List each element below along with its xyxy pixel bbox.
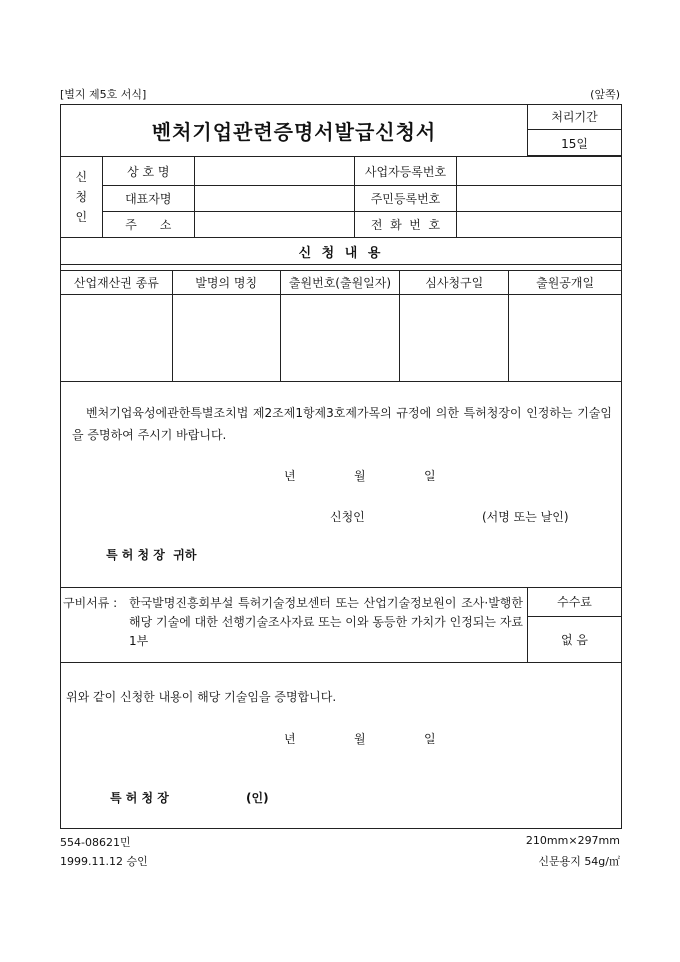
column-header: 산업재산권 종류	[61, 271, 173, 295]
business-reg-no-field[interactable]	[457, 157, 622, 186]
invention-name-field[interactable]	[172, 295, 280, 382]
attachments-label: 구비서류 :	[63, 596, 118, 610]
phone-field[interactable]	[457, 212, 622, 238]
address-field[interactable]	[194, 212, 354, 238]
approval-date: 1999.11.12 승인	[60, 855, 148, 868]
addressee: 특 허 청 장 귀하	[106, 548, 197, 562]
representative-field[interactable]	[194, 186, 354, 212]
statement-text: 벤처기업육성에관한특별조치법 제2조제1항제3호제가목의 규정에 의한 특허청장이 인정하는 기술임을 증명하여 주시기 바랍니다.	[72, 406, 612, 442]
date-day-label: 일	[424, 469, 436, 483]
resident-reg-no-label: 주민등록번호	[354, 186, 457, 212]
form-label: [별지 제5호 서식]	[60, 88, 147, 101]
column-header: 출원번호(출원일자)	[280, 271, 400, 295]
date-year-label: 년	[284, 469, 296, 483]
fee-value: 없 음	[561, 633, 588, 647]
paper-size: 210mm×297mm	[525, 834, 620, 847]
applicant-sign-label: 신청인	[330, 510, 365, 524]
content-table	[60, 270, 622, 382]
sign-note: (서명 또는 날인)	[482, 510, 569, 524]
applicant-table	[60, 156, 622, 265]
business-reg-no-label: 사업자등록번호	[354, 157, 457, 186]
publication-date-field[interactable]	[509, 295, 622, 382]
resident-reg-no-field[interactable]	[457, 186, 622, 212]
representative-label: 대표자명	[102, 186, 194, 212]
date-day-label: 일	[424, 732, 436, 746]
date-month-label: 월	[354, 469, 366, 483]
address-label: 주 소	[102, 212, 194, 238]
seal-label: (인)	[246, 791, 269, 805]
paper-type: 신문용지 54g/㎡	[538, 855, 620, 868]
issuer-label: 특 허 청 장	[110, 791, 169, 805]
processing-label: 처리기간	[527, 104, 622, 130]
content-header: 신 청 내 용	[61, 238, 622, 265]
date-year-label: 년	[284, 732, 296, 746]
exam-request-date-field[interactable]	[400, 295, 509, 382]
form-title: 벤처기업관련증명서발급신청서	[151, 119, 437, 144]
divider	[60, 662, 622, 663]
company-name-label: 상 호 명	[102, 157, 194, 186]
certify-text: 위와 같이 신청한 내용이 해당 기술임을 증명합니다.	[66, 690, 337, 704]
side-label: (앞쪽)	[590, 88, 620, 101]
processing-value: 15일	[561, 136, 588, 151]
attachments-text: 한국발명진흥회부설 특허기술정보센터 또는 산업기술정보원이 조사·발행한 해당 기술에 대한 선행기술조사자료 또는 이와 동등한 가치가 인정되는 자료 1부	[129, 596, 523, 648]
fee-label: 수수료	[527, 587, 622, 617]
phone-label: 전 화 번 호	[354, 212, 457, 238]
ip-type-field[interactable]	[61, 295, 173, 382]
column-header: 발명의 명칭	[172, 271, 280, 295]
column-header: 심사청구일	[400, 271, 509, 295]
column-header: 출원공개일	[509, 271, 622, 295]
applicant-group-label: 신 청 인	[61, 157, 103, 238]
date-month-label: 월	[354, 732, 366, 746]
company-name-field[interactable]	[194, 157, 354, 186]
application-no-field[interactable]	[280, 295, 400, 382]
form-code: 554-08621민	[60, 836, 131, 849]
